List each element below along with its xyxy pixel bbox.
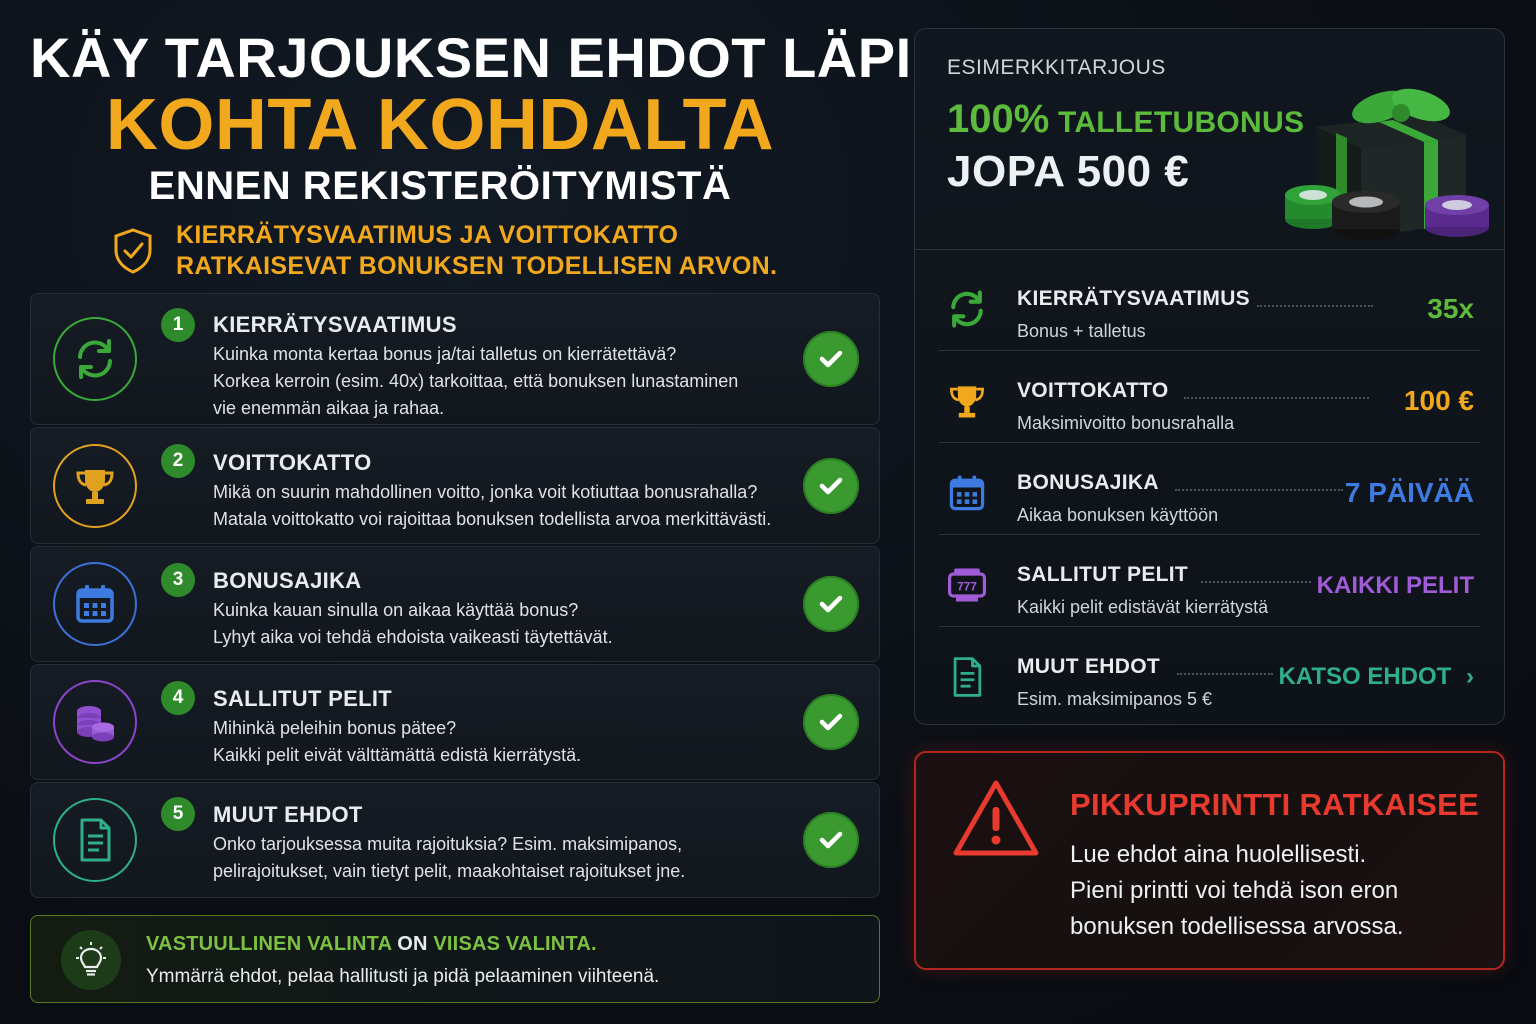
- warning-line: bonuksen todellisessa arvossa.: [1070, 913, 1404, 940]
- term-name: KIERRÄTYSVAATIMUS: [1017, 287, 1250, 310]
- criterion-win-cap: [30, 427, 880, 544]
- responsible-part2: ON: [391, 933, 434, 955]
- refresh-icon: [943, 285, 991, 333]
- lightbulb-icon: [61, 930, 121, 990]
- check-icon: [803, 812, 859, 868]
- check-icon: [803, 331, 859, 387]
- criterion-desc-line: Kaikki pelit eivät välttämättä edistä kierrätystä.: [213, 745, 582, 765]
- responsible-part3: VIISAS VALINTA.: [433, 933, 597, 955]
- criterion-allowed-games: [30, 664, 880, 780]
- criterion-description: [213, 831, 813, 885]
- example-offer-card: [914, 28, 1505, 725]
- check-icon: [803, 576, 859, 632]
- term-subtitle: Aikaa bonuksen käyttöön: [1017, 505, 1219, 525]
- term-value: 7 PÄIVÄÄ: [1344, 477, 1474, 508]
- criterion-number: 2: [161, 444, 195, 478]
- headline-line1: KÄY TARJOUKSEN EHDOT LÄPI: [30, 26, 912, 89]
- term-name: BONUSAJIKA: [1017, 471, 1159, 494]
- document-icon: [943, 653, 991, 701]
- criterion-description: [213, 597, 813, 651]
- key-note-line1: KIERRÄTYSVAATIMUS JA VOITTOKATTO: [176, 221, 679, 249]
- offer-amount: JOPA 500 €: [947, 147, 1190, 196]
- offer-percent: 100%: [947, 97, 1050, 141]
- headline-line2: KOHTA KOHDALTA: [105, 85, 775, 165]
- criterion-description: [213, 479, 833, 533]
- criterion-desc-line: vie enemmän aikaa ja rahaa.: [213, 398, 445, 418]
- warning-line: Lue ehdot aina huolellisesti.: [1070, 841, 1367, 868]
- refresh-icon: [53, 317, 137, 401]
- check-icon: [803, 458, 859, 514]
- warning-body: [1070, 837, 1490, 945]
- criterion-number: 3: [161, 563, 195, 597]
- criterion-desc-line: Mikä on suurin mahdollinen voitto, jonka voit kotiuttaa bonusrahalla?: [213, 482, 758, 502]
- criterion-description: [213, 715, 813, 769]
- dotted-leader: [1257, 305, 1373, 307]
- see-terms-link[interactable]: [1278, 663, 1474, 691]
- key-note-text: [176, 220, 777, 282]
- key-note-line2: RATKAISEVAT BONUKSEN TODELLISEN ARVON.: [176, 252, 778, 280]
- dotted-leader: [1184, 397, 1369, 399]
- dotted-leader: [1177, 673, 1273, 675]
- responsible-gaming-banner: [30, 915, 880, 1003]
- term-value: KAIKKI PELIT: [1316, 572, 1474, 599]
- criterion-number: 1: [161, 308, 195, 342]
- criterion-desc-line: Kuinka kauan sinulla on aikaa käyttää bonus?: [213, 600, 579, 620]
- dotted-leader: [1201, 581, 1311, 583]
- headline-line3: ENNEN REKISTERÖITYMISTÄ: [148, 164, 732, 208]
- term-subtitle: Esim. maksimipanos 5 €: [1017, 689, 1213, 709]
- criterion-title: BONUSAJIKA: [213, 568, 362, 593]
- criterion-desc-line: Korkea kerroin (esim. 40x) tarkoittaa, että bonuksen lunastaminen: [213, 371, 739, 391]
- criterion-desc-line: Matala voittokatto voi rajoittaa bonuksen todellista arvoa merkittävästi.: [213, 509, 772, 529]
- criterion-wagering: [30, 293, 880, 425]
- trophy-icon: [943, 377, 991, 425]
- criterion-number: 5: [161, 797, 195, 831]
- responsible-headline: [146, 933, 597, 956]
- slot-machine-icon: [943, 561, 991, 609]
- warning-triangle-icon: [950, 777, 1042, 861]
- calendar-icon: [943, 469, 991, 517]
- term-row-bonus-time: [939, 443, 1480, 535]
- criterion-title: KIERRÄTYSVAATIMUS: [213, 312, 457, 337]
- criterion-title: SALLITUT PELIT: [213, 686, 392, 711]
- term-subtitle: Bonus + talletus: [1017, 321, 1146, 341]
- responsible-part1: VASTUULLINEN VALINTA: [146, 933, 392, 955]
- term-name: SALLITUT PELIT: [1017, 563, 1189, 586]
- warning-line: Pieni printti voi tehdä ison eron: [1070, 877, 1399, 904]
- term-subtitle: Kaikki pelit edistävät kierrätystä: [1017, 597, 1269, 617]
- key-note: [112, 220, 777, 282]
- criterion-description: [213, 341, 813, 422]
- term-row-win-cap: [939, 351, 1480, 443]
- term-row-other-terms: [939, 627, 1480, 719]
- criterion-desc-line: Kuinka monta kertaa bonus ja/tai talletus on kierrätettävä?: [213, 344, 677, 364]
- criterion-bonus-time: [30, 546, 880, 662]
- fine-print-warning: [914, 751, 1505, 970]
- criterion-desc-line: pelirajoitukset, vain tietyt pelit, maakohtaiset rajoitukset jne.: [213, 861, 686, 881]
- term-value: 35x: [1427, 293, 1474, 324]
- offer-header: [915, 29, 1504, 250]
- warning-title: PIKKUPRINTTI RATKAISEE: [1070, 787, 1480, 822]
- gift-box-with-chips-icon: [1281, 77, 1496, 247]
- dotted-leader: [1175, 489, 1343, 491]
- headline: [30, 26, 912, 210]
- chevron-right-icon: ›: [1466, 663, 1474, 690]
- document-icon: [53, 798, 137, 882]
- responsible-text: Ymmärrä ehdot, pelaa hallitusti ja pidä pelaaminen viihteenä.: [146, 966, 660, 987]
- term-subtitle: Maksimivoitto bonusrahalla: [1017, 413, 1235, 433]
- criterion-desc-line: Onko tarjouksessa muita rajoituksia? Esim. maksimipanos,: [213, 834, 683, 854]
- term-name: VOITTOKATTO: [1017, 379, 1169, 402]
- see-terms-label: KATSO EHDOT: [1278, 663, 1452, 690]
- svg-text:777: 777: [957, 579, 977, 594]
- calendar-icon: [53, 562, 137, 646]
- criterion-desc-line: Lyhyt aika voi tehdä ehdoista vaikeasti täytettävät.: [213, 627, 613, 647]
- offer-bonus: [947, 97, 1304, 142]
- criterion-title: VOITTOKATTO: [213, 450, 372, 475]
- term-value: 100 €: [1403, 385, 1474, 416]
- offer-bonus-label: TALLETUBONUS: [1049, 106, 1305, 139]
- criterion-other-terms: [30, 782, 880, 898]
- coins-icon: [53, 680, 137, 764]
- term-name: MUUT EHDOT: [1017, 655, 1160, 678]
- term-row-wagering: [939, 259, 1480, 351]
- shield-check-icon: [112, 227, 154, 275]
- criterion-desc-line: Mihinkä peleihin bonus pätee?: [213, 718, 457, 738]
- criterion-title: MUUT EHDOT: [213, 802, 363, 827]
- offer-label: ESIMERKKITARJOUS: [947, 56, 1166, 79]
- terms-list: [915, 259, 1504, 719]
- check-icon: [803, 694, 859, 750]
- criterion-number: 4: [161, 681, 195, 715]
- term-row-allowed-games: [939, 535, 1480, 627]
- trophy-icon: [53, 444, 137, 528]
